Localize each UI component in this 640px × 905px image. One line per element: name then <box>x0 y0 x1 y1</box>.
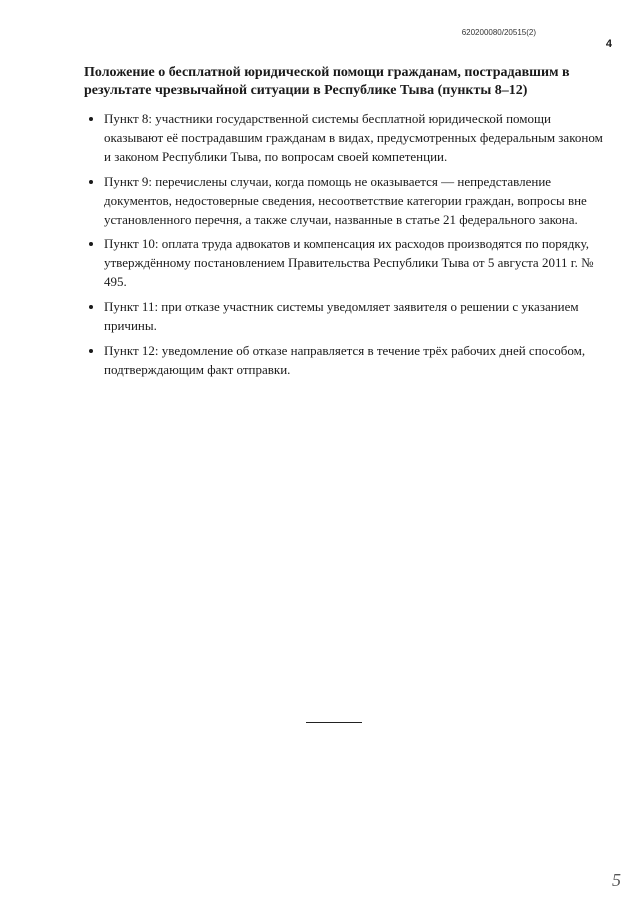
summary-block <box>84 64 604 385</box>
summary-heading: Положение о бесплатной юридической помощи гражданам, пострадавшим в результате чрезвычайной ситуации в Республике Тыва (пункты 8–12) <box>84 65 570 99</box>
summary-list <box>84 110 604 379</box>
page-number: 4 <box>605 38 612 50</box>
doc-code: 620200080/20515(2) <box>461 28 536 37</box>
handwritten-page-mark: 5 <box>612 870 621 890</box>
summary-item-point-10: • Пункт 10: оплата труда адвокатов и компенсация их расходов производятся по порядку, утверждённому постановлением Правительства Республики Тыва от 5 августа 2011 г. № 495. <box>104 235 604 292</box>
summary-item-point-9: • Пункт 9: перечислены случаи, когда помощь не оказывается — непредставление документов, недостоверные сведения, несоответствие категории граждан, вопросы вне установленного перечня, а также случаи, названные в статье 21 федерального закона. <box>104 173 604 230</box>
end-divider <box>306 722 362 723</box>
summary-item-point-8: • Пункт 8: участники государственной системы бесплатной юридической помощи оказывают её пострадавшим гражданам в видах, предусмотренных федеральным законом и законом Республики Тыва, по вопросам своей компетенции. <box>104 110 604 167</box>
summary-item-point-11: • Пункт 11: при отказе участник системы уведомляет заявителя о решении с указанием причины. <box>104 298 604 336</box>
summary-item-point-12: • Пункт 12: уведомление об отказе направляется в течение трёх рабочих дней способом, подтверждающим факт отправки. <box>104 342 604 380</box>
